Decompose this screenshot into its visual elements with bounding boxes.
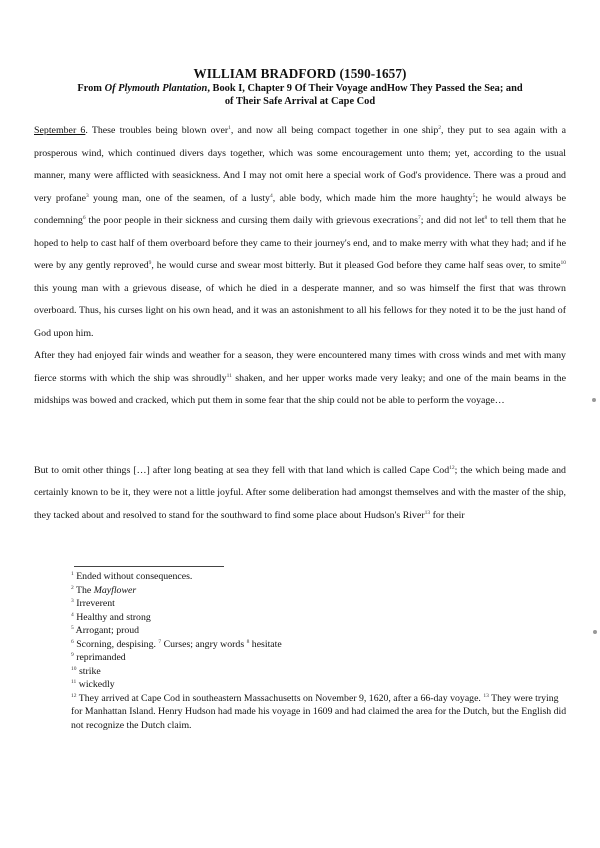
footnotes [71,570,571,732]
subtitle-line1-rest: , Book I, Chapter 9 Of Their Voyage andHow They Passed the Sea; and [207,83,523,94]
footnote-ref-3[interactable]: 3 [86,192,89,199]
footnote-text: Arrogant; proud [73,625,140,636]
p1-text-8: ; and did not let [420,215,485,226]
footnote-number: 13 [483,692,489,699]
footnote-text: strike [76,665,101,677]
p1-text-9: to tell them that he hoped to help to cast half of them overboard before they came to their journey's end, and to make merry with what they had; and if he were by any gently reproved [34,215,567,271]
footnote-3 [71,597,571,611]
footnote-number: 12 [71,692,77,699]
subtitle-line2: of Their Safe Arrival at Cape Cod [224,96,376,107]
footnote-number: 7 [158,638,162,645]
footnote-4 [71,611,571,625]
paragraph-3 [34,460,566,528]
footnote-number: 1 [71,571,74,577]
footnote-5 [71,624,571,638]
footnote-text: Irreverent [73,598,115,609]
footnote-text: reprimanded [73,652,126,663]
footnote-number: 3 [71,598,74,604]
footnote-ref-13[interactable]: 13 [424,509,431,516]
paragraph-2 [34,345,566,413]
footnote-ref-10[interactable]: 10 [560,260,566,266]
paragraph-gap [34,413,566,460]
p1-text-2: , and now all being compact together in one ship [230,125,439,136]
p1-text-11: this young man with a grievous disease, of which he died in a desperate manner, and so was himself the first that was thrown overboard. Thus, his curses light on his own head, and it was an astonishment to all his fellows for they noted it to be the just hand of God upon him. [34,282,566,339]
footnote-ref-5[interactable]: 5 [472,192,476,199]
footnote-number: 8 [246,638,250,645]
footnote-text: The [73,584,94,596]
footnote-ref-8[interactable]: 8 [484,215,488,221]
p2-text-2: shaken, and her upper works made very leaky; and one of the main beams in the midships was bowed and cracked, which put them in some fear that the ship could not be able to perform the voyage… [34,372,566,406]
footnote-9 [71,651,571,665]
p1-text-7: the poor people in their sickness and cursing them daily with grievous execrations [85,215,418,226]
footnote-ref-9[interactable]: 9 [148,260,152,266]
footnote-text: hesitate [249,638,282,650]
p3-text-3: for their [430,509,465,521]
page-title: WILLIAM BRADFORD (1590-1657) [193,66,407,81]
footnote-text: Curses; angry words [161,638,247,650]
footnote-1 [71,570,571,584]
p1-text-6: ; he would always be condemning [34,192,566,226]
page-subtitle [40,82,560,108]
body-text [34,120,566,527]
footnote-number: 10 [71,665,77,672]
footnote-ref-4[interactable]: 4 [269,192,273,199]
scan-mark [593,630,597,634]
footnote-text: They arrived at Cape Cod in southeastern Massachusetts on November 9, 1620, after a 66-day voyage. [76,692,484,704]
subtitle-prefix: From [77,83,105,94]
date-label: September 6 [34,125,86,136]
p1-text-1: . These troubles being blown over [85,125,229,136]
footnote-number: 6 [71,638,74,645]
footnote-italic-text: Mayflower [93,584,137,596]
p3-text-1: But to omit other things […] after long beating at sea they fell with that land which is called Cape Cod [34,464,450,476]
footnote-text: Ended without consequences. [73,571,193,582]
footnote-number: 9 [71,652,74,658]
footnote-text: Scorning, despising. [73,638,159,650]
footnote-number: 4 [71,611,74,618]
footnote-ref-2[interactable]: 2 [438,125,442,131]
scan-mark [592,398,596,402]
paragraph-1 [34,120,566,345]
footnote-number: 2 [71,584,74,591]
footnote-text: They were trying for Manhattan Island. Henry Hudson had made his voyage in 1609 and had claimed the area for the Dutch, but the English did not recognize the Dutch claim. [71,692,567,731]
footnote-text: wickedly [76,679,115,690]
footnote-text: Healthy and strong [73,611,151,623]
p3-text-2: ; the which being made and certainly known to be it, they were not a little joyful. After some deliberation had amongst themselves and with the master of the ship, they tacked about and resolved to stand for the southward to find some place about Hudson's River [34,464,566,521]
footnote-number: 11 [71,679,77,685]
footnote-ref-11[interactable]: 11 [226,372,232,379]
footnote-number: 5 [71,625,74,631]
p1-text-10: , he would curse and swear most bitterly. But it pleased God before they came half seas over, to smite [151,260,561,271]
footnote-ref-1[interactable]: 1 [228,125,231,131]
footnote-2 [71,584,571,598]
footnote-ref-12[interactable]: 12 [449,464,455,471]
p1-text-4: young man, one of the seamen, of a lusty [88,192,270,204]
subtitle-book-title: Of Plymouth Plantation [104,83,208,94]
footnote-10 [71,665,571,679]
footnote-ref-6[interactable]: 6 [82,215,86,221]
footnote-separator [74,566,224,567]
p2-text-1: After they had enjoyed fair winds and weather for a season, they were encountered many times with cross winds and met with many fierce storms with which the ship was shroudly [34,350,566,384]
footnote-6-7-8 [71,638,571,652]
footnote-12-13 [71,692,571,733]
footnote-11 [71,678,571,692]
p1-text-5: , able body, which made him the more haughty [272,192,473,204]
p1-text-3: , they put to sea again with a prosperous wind, which continued divers days together, which was some encouragement unto them; yet, according to the usual manner, many were afflicted with seasickness. And I may not omit here a special work of God's providence. There was a proud and very profane [34,125,567,204]
footnote-ref-7[interactable]: 7 [418,215,421,221]
